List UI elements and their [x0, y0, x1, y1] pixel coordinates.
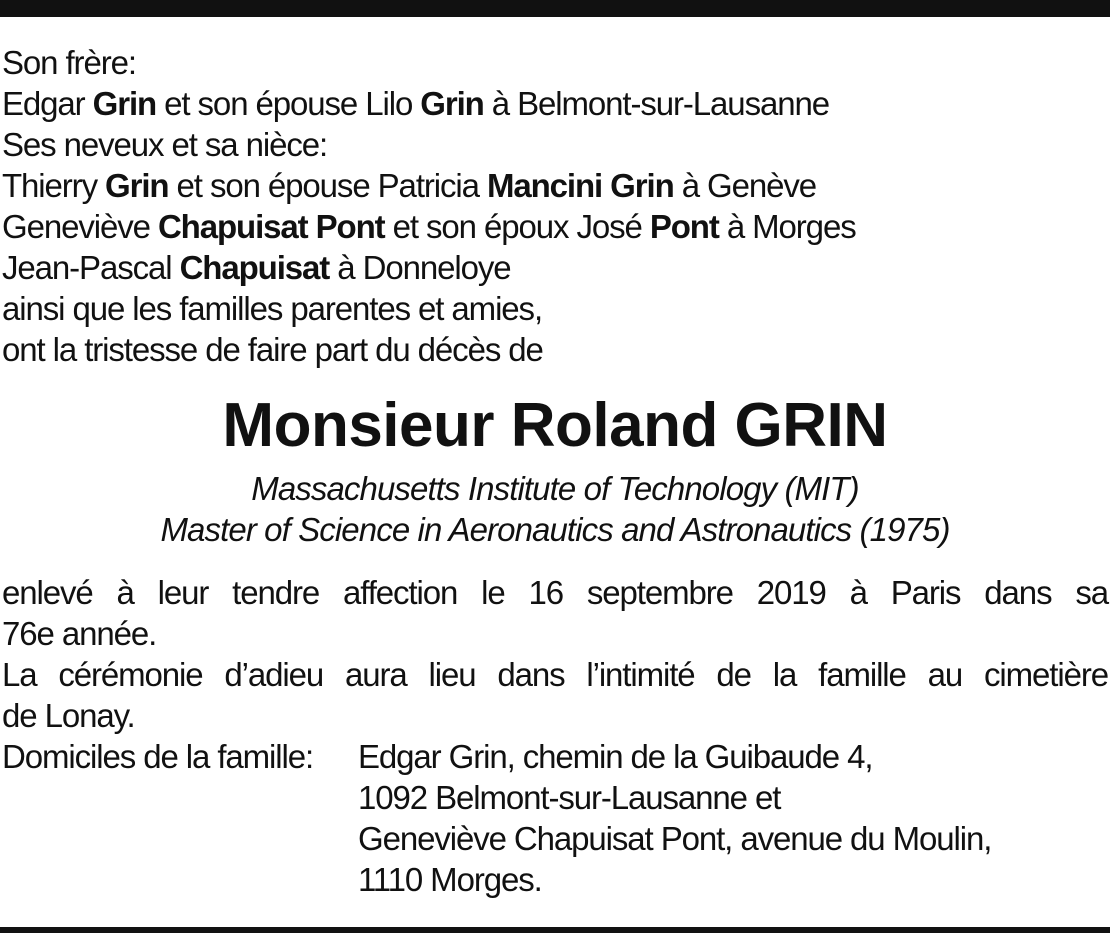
- text-segment: et son épouse Patricia: [168, 167, 487, 204]
- family-name: Pont: [649, 208, 719, 245]
- family-name: Grin: [92, 85, 157, 122]
- death-line: enlevé à leur tendre affection le 16 septembre 2019 à Paris dans sa: [2, 574, 1108, 611]
- notice-section: [2, 572, 1108, 900]
- ceremony-line: La cérémonie d’adieu aura lieu dans l’intimité de la famille au cimetière: [2, 656, 1108, 693]
- nephews-heading: Ses neveux et sa nièce:: [2, 126, 328, 163]
- closing-line: ainsi que les familles parentes et amies,: [2, 290, 543, 327]
- top-rule: [0, 0, 1110, 17]
- text-segment: Thierry: [2, 167, 106, 204]
- domicile-label: Domiciles de la famille:: [2, 738, 314, 775]
- text-segment: Geneviève: [2, 208, 158, 245]
- domicile-block: [2, 736, 1108, 900]
- nephew-line: [2, 165, 1108, 206]
- text-segment: à Belmont-sur-Lausanne: [483, 85, 829, 122]
- text-segment: Edgar: [2, 85, 93, 122]
- text-segment: à Genève: [673, 167, 816, 204]
- text-segment: à Morges: [718, 208, 856, 245]
- family-name: Chapuisat Pont: [157, 208, 385, 245]
- bottom-rule: [0, 927, 1110, 933]
- brother-heading: Son frère:: [2, 44, 136, 81]
- nephew-line: [2, 206, 1108, 247]
- death-line: 76e année.: [2, 615, 157, 652]
- ceremony-line: de Lonay.: [2, 697, 135, 734]
- address-line: 1110 Morges.: [358, 861, 542, 898]
- text-segment: et son époux José: [384, 208, 650, 245]
- address-line: 1092 Belmont-sur-Lausanne et: [358, 779, 781, 816]
- text-segment: à Donneloye: [329, 249, 511, 286]
- family-name: Grin: [420, 85, 484, 122]
- institution-line: Massachusetts Institute of Technology (MIT): [251, 470, 859, 507]
- family-name: Grin: [105, 167, 169, 204]
- text-segment: et son épouse Lilo: [156, 85, 421, 122]
- family-name: Chapuisat: [179, 249, 330, 286]
- address-line: Geneviève Chapuisat Pont, avenue du Moulin,: [358, 820, 992, 857]
- text-segment: Jean-Pascal: [2, 249, 180, 286]
- degree-block: [0, 468, 1110, 550]
- brother-line: [2, 83, 1108, 124]
- family-name: Mancini Grin: [486, 167, 674, 204]
- nephew-line: [2, 247, 1108, 288]
- domicile-address: [358, 736, 991, 900]
- family-section: [2, 42, 1108, 370]
- closing-line: ont la tristesse de faire part du décès de: [2, 331, 543, 368]
- degree-line: Master of Science in Aeronautics and Astronautics (1975): [160, 511, 950, 548]
- deceased-name: Monsieur Roland GRIN: [222, 391, 888, 460]
- address-line: Edgar Grin, chemin de la Guibaude 4,: [358, 738, 873, 775]
